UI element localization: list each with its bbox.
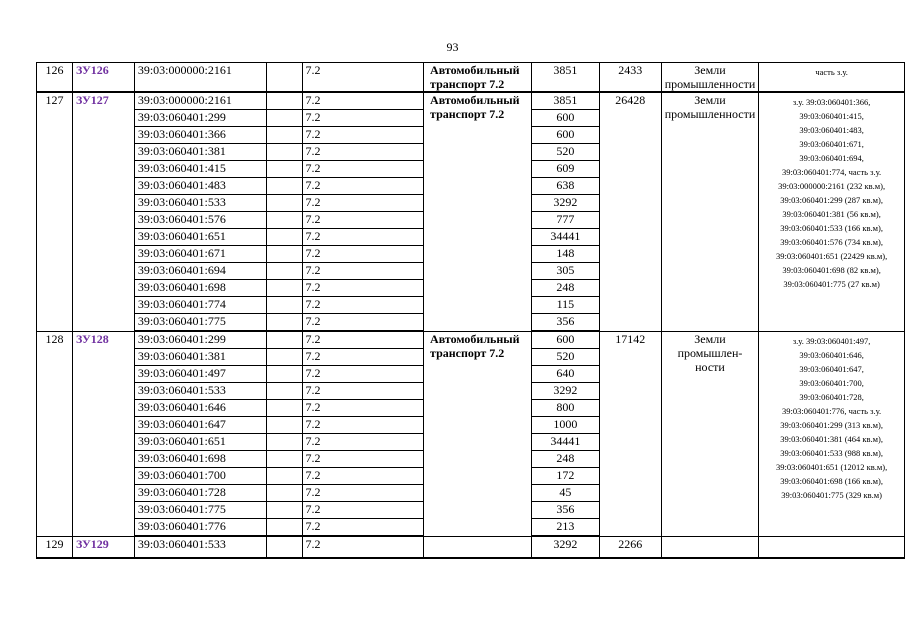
empty-cell xyxy=(266,519,302,537)
cadastral-number: 39:03:060401:299 xyxy=(134,331,266,349)
cadastral-number: 39:03:060401:728 xyxy=(134,485,266,502)
use-type: Автомобильный транспорт 7.2 xyxy=(424,63,532,93)
use-code: 7.2 xyxy=(302,314,424,332)
parcel-area: 640 xyxy=(531,366,599,383)
empty-cell xyxy=(266,383,302,400)
use-type: Автомобильный транспорт 7.2 xyxy=(424,331,532,536)
use-code: 7.2 xyxy=(302,280,424,297)
parcel-area: 777 xyxy=(531,212,599,229)
use-code: 7.2 xyxy=(302,127,424,144)
parcel-area: 356 xyxy=(531,502,599,519)
cadastral-number: 39:03:060401:698 xyxy=(134,451,266,468)
empty-cell xyxy=(266,468,302,485)
use-code: 7.2 xyxy=(302,195,424,212)
land-category: Земли промышлен-ности xyxy=(661,331,759,536)
cadastral-number: 39:03:060401:694 xyxy=(134,263,266,280)
empty-cell xyxy=(266,349,302,366)
empty-cell xyxy=(266,195,302,212)
cadastral-number: 39:03:060401:775 xyxy=(134,314,266,332)
empty-cell xyxy=(266,451,302,468)
parcel-area: 3292 xyxy=(531,383,599,400)
empty-cell xyxy=(266,314,302,332)
parcel-area: 172 xyxy=(531,468,599,485)
empty-cell xyxy=(266,63,302,93)
page-number: 93 xyxy=(446,40,459,54)
use-code: 7.2 xyxy=(302,519,424,537)
total-area: 26428 xyxy=(599,92,661,331)
cadastral-number: 39:03:060401:651 xyxy=(134,229,266,246)
empty-cell xyxy=(266,92,302,110)
use-code: 7.2 xyxy=(302,212,424,229)
cadastral-number: 39:03:060401:366 xyxy=(134,127,266,144)
cadastral-number: 39:03:000000:2161 xyxy=(134,63,266,93)
empty-cell xyxy=(266,229,302,246)
parcel-area: 520 xyxy=(531,144,599,161)
use-code: 7.2 xyxy=(302,383,424,400)
cadastral-number: 39:03:060401:299 xyxy=(134,110,266,127)
parcel-area: 213 xyxy=(531,519,599,537)
use-code: 7.2 xyxy=(302,417,424,434)
parcel-area: 45 xyxy=(531,485,599,502)
empty-cell xyxy=(266,331,302,349)
empty-cell xyxy=(266,212,302,229)
cadastral-number: 39:03:060401:647 xyxy=(134,417,266,434)
cadastral-number: 39:03:060401:533 xyxy=(134,383,266,400)
total-area: 2266 xyxy=(599,536,661,558)
use-type xyxy=(424,536,532,558)
use-code: 7.2 xyxy=(302,400,424,417)
cadastral-number: 39:03:060401:774 xyxy=(134,297,266,314)
parcel-area: 600 xyxy=(531,331,599,349)
parcel-note: з.у. 39:03:060401:497, 39:03:060401:646, 39:03:060401:647, 39:03:060401:700, 39:03:060401:728, 39:03:060401:776, часть з.у. 39:03:060401:299 (313 кв.м), 39:03:060401:381 (464 кв.м), 39:03:060401:533 (988 кв.м), 39:03:060401:651 (12012 кв.м), 39:03:060401:698 (166 кв.м), 39:03:060401:775 (329 кв.м) xyxy=(759,331,905,536)
use-code: 7.2 xyxy=(302,536,424,558)
land-category: Земли промышленности xyxy=(661,92,759,331)
parcel-area: 1000 xyxy=(531,417,599,434)
parcel-area: 148 xyxy=(531,246,599,263)
use-code: 7.2 xyxy=(302,246,424,263)
cadastral-number: 39:03:060401:533 xyxy=(134,195,266,212)
empty-cell xyxy=(266,144,302,161)
land-category: Земли промышленности xyxy=(661,63,759,93)
use-code: 7.2 xyxy=(302,110,424,127)
parcel-area: 34441 xyxy=(531,229,599,246)
land-category xyxy=(661,536,759,558)
cadastral-number: 39:03:060401:700 xyxy=(134,468,266,485)
parcel-area: 520 xyxy=(531,349,599,366)
use-code: 7.2 xyxy=(302,229,424,246)
empty-cell xyxy=(266,127,302,144)
parcel-area: 34441 xyxy=(531,434,599,451)
row-number: 128 xyxy=(37,331,73,536)
row-number: 126 xyxy=(37,63,73,93)
row-number: 127 xyxy=(37,92,73,331)
parcel-area: 248 xyxy=(531,280,599,297)
cadastral-number: 39:03:060401:381 xyxy=(134,144,266,161)
empty-cell xyxy=(266,297,302,314)
cadastral-number: 39:03:060401:775 xyxy=(134,502,266,519)
cadastral-number: 39:03:060401:533 xyxy=(134,536,266,558)
parcel-code: ЗУ127 xyxy=(72,92,134,331)
empty-cell xyxy=(266,400,302,417)
parcel-area: 115 xyxy=(531,297,599,314)
parcel-area: 3851 xyxy=(531,63,599,93)
parcel-code: ЗУ126 xyxy=(72,63,134,93)
parcel-note: з.у. 39:03:060401:366, 39:03:060401:415, 39:03:060401:483, 39:03:060401:671, 39:03:060401:694, 39:03:060401:774, часть з.у. 39:03:000000:2161 (232 кв.м), 39:03:060401:299 (287 кв.м), 39:03:060401:381 (56 кв.м), 39:03:060401:533 (166 кв.м), 39:03:060401:576 (734 кв.м), 39:03:060401:651 (22429 кв.м), 39:03:060401:698 (82 кв.м), 39:03:060401:775 (27 кв.м) xyxy=(759,92,905,331)
use-code: 7.2 xyxy=(302,502,424,519)
total-area: 2433 xyxy=(599,63,661,93)
cadastral-number: 39:03:060401:381 xyxy=(134,349,266,366)
use-code: 7.2 xyxy=(302,485,424,502)
empty-cell xyxy=(266,263,302,280)
empty-cell xyxy=(266,246,302,263)
parcel-code: ЗУ128 xyxy=(72,331,134,536)
row-number: 129 xyxy=(37,536,73,558)
parcel-area: 800 xyxy=(531,400,599,417)
parcel-area: 600 xyxy=(531,127,599,144)
table-row xyxy=(37,536,905,558)
cadastral-number: 39:03:060401:646 xyxy=(134,400,266,417)
use-code: 7.2 xyxy=(302,144,424,161)
parcel-code: ЗУ129 xyxy=(72,536,134,558)
cadastral-number: 39:03:060401:651 xyxy=(134,434,266,451)
table-row xyxy=(37,331,905,349)
empty-cell xyxy=(266,485,302,502)
use-code: 7.2 xyxy=(302,161,424,178)
empty-cell xyxy=(266,178,302,195)
parcels-table xyxy=(36,62,905,559)
parcel-note xyxy=(759,536,905,558)
cadastral-number: 39:03:060401:576 xyxy=(134,212,266,229)
use-code: 7.2 xyxy=(302,63,424,93)
parcel-area: 248 xyxy=(531,451,599,468)
parcel-area: 638 xyxy=(531,178,599,195)
use-code: 7.2 xyxy=(302,92,424,110)
cadastral-number: 39:03:060401:671 xyxy=(134,246,266,263)
use-code: 7.2 xyxy=(302,468,424,485)
cadastral-number: 39:03:060401:497 xyxy=(134,366,266,383)
use-code: 7.2 xyxy=(302,451,424,468)
table-row xyxy=(37,63,905,93)
parcel-area: 600 xyxy=(531,110,599,127)
use-code: 7.2 xyxy=(302,297,424,314)
use-code: 7.2 xyxy=(302,331,424,349)
empty-cell xyxy=(266,417,302,434)
cadastral-number: 39:03:000000:2161 xyxy=(134,92,266,110)
use-code: 7.2 xyxy=(302,434,424,451)
parcel-area: 3292 xyxy=(531,195,599,212)
cadastral-number: 39:03:060401:698 xyxy=(134,280,266,297)
parcel-note: часть з.у. xyxy=(759,63,905,93)
parcel-area: 609 xyxy=(531,161,599,178)
parcel-area: 356 xyxy=(531,314,599,332)
cadastral-number: 39:03:060401:483 xyxy=(134,178,266,195)
parcel-area: 305 xyxy=(531,263,599,280)
total-area: 17142 xyxy=(599,331,661,536)
table-row xyxy=(37,92,905,110)
cadastral-number: 39:03:060401:776 xyxy=(134,519,266,537)
parcel-area: 3292 xyxy=(531,536,599,558)
empty-cell xyxy=(266,366,302,383)
cadastral-number: 39:03:060401:415 xyxy=(134,161,266,178)
use-code: 7.2 xyxy=(302,263,424,280)
use-type: Автомобильный транспорт 7.2 xyxy=(424,92,532,331)
parcel-area: 3851 xyxy=(531,92,599,110)
use-code: 7.2 xyxy=(302,178,424,195)
empty-cell xyxy=(266,536,302,558)
empty-cell xyxy=(266,280,302,297)
empty-cell xyxy=(266,161,302,178)
use-code: 7.2 xyxy=(302,349,424,366)
empty-cell xyxy=(266,502,302,519)
empty-cell xyxy=(266,434,302,451)
empty-cell xyxy=(266,110,302,127)
use-code: 7.2 xyxy=(302,366,424,383)
